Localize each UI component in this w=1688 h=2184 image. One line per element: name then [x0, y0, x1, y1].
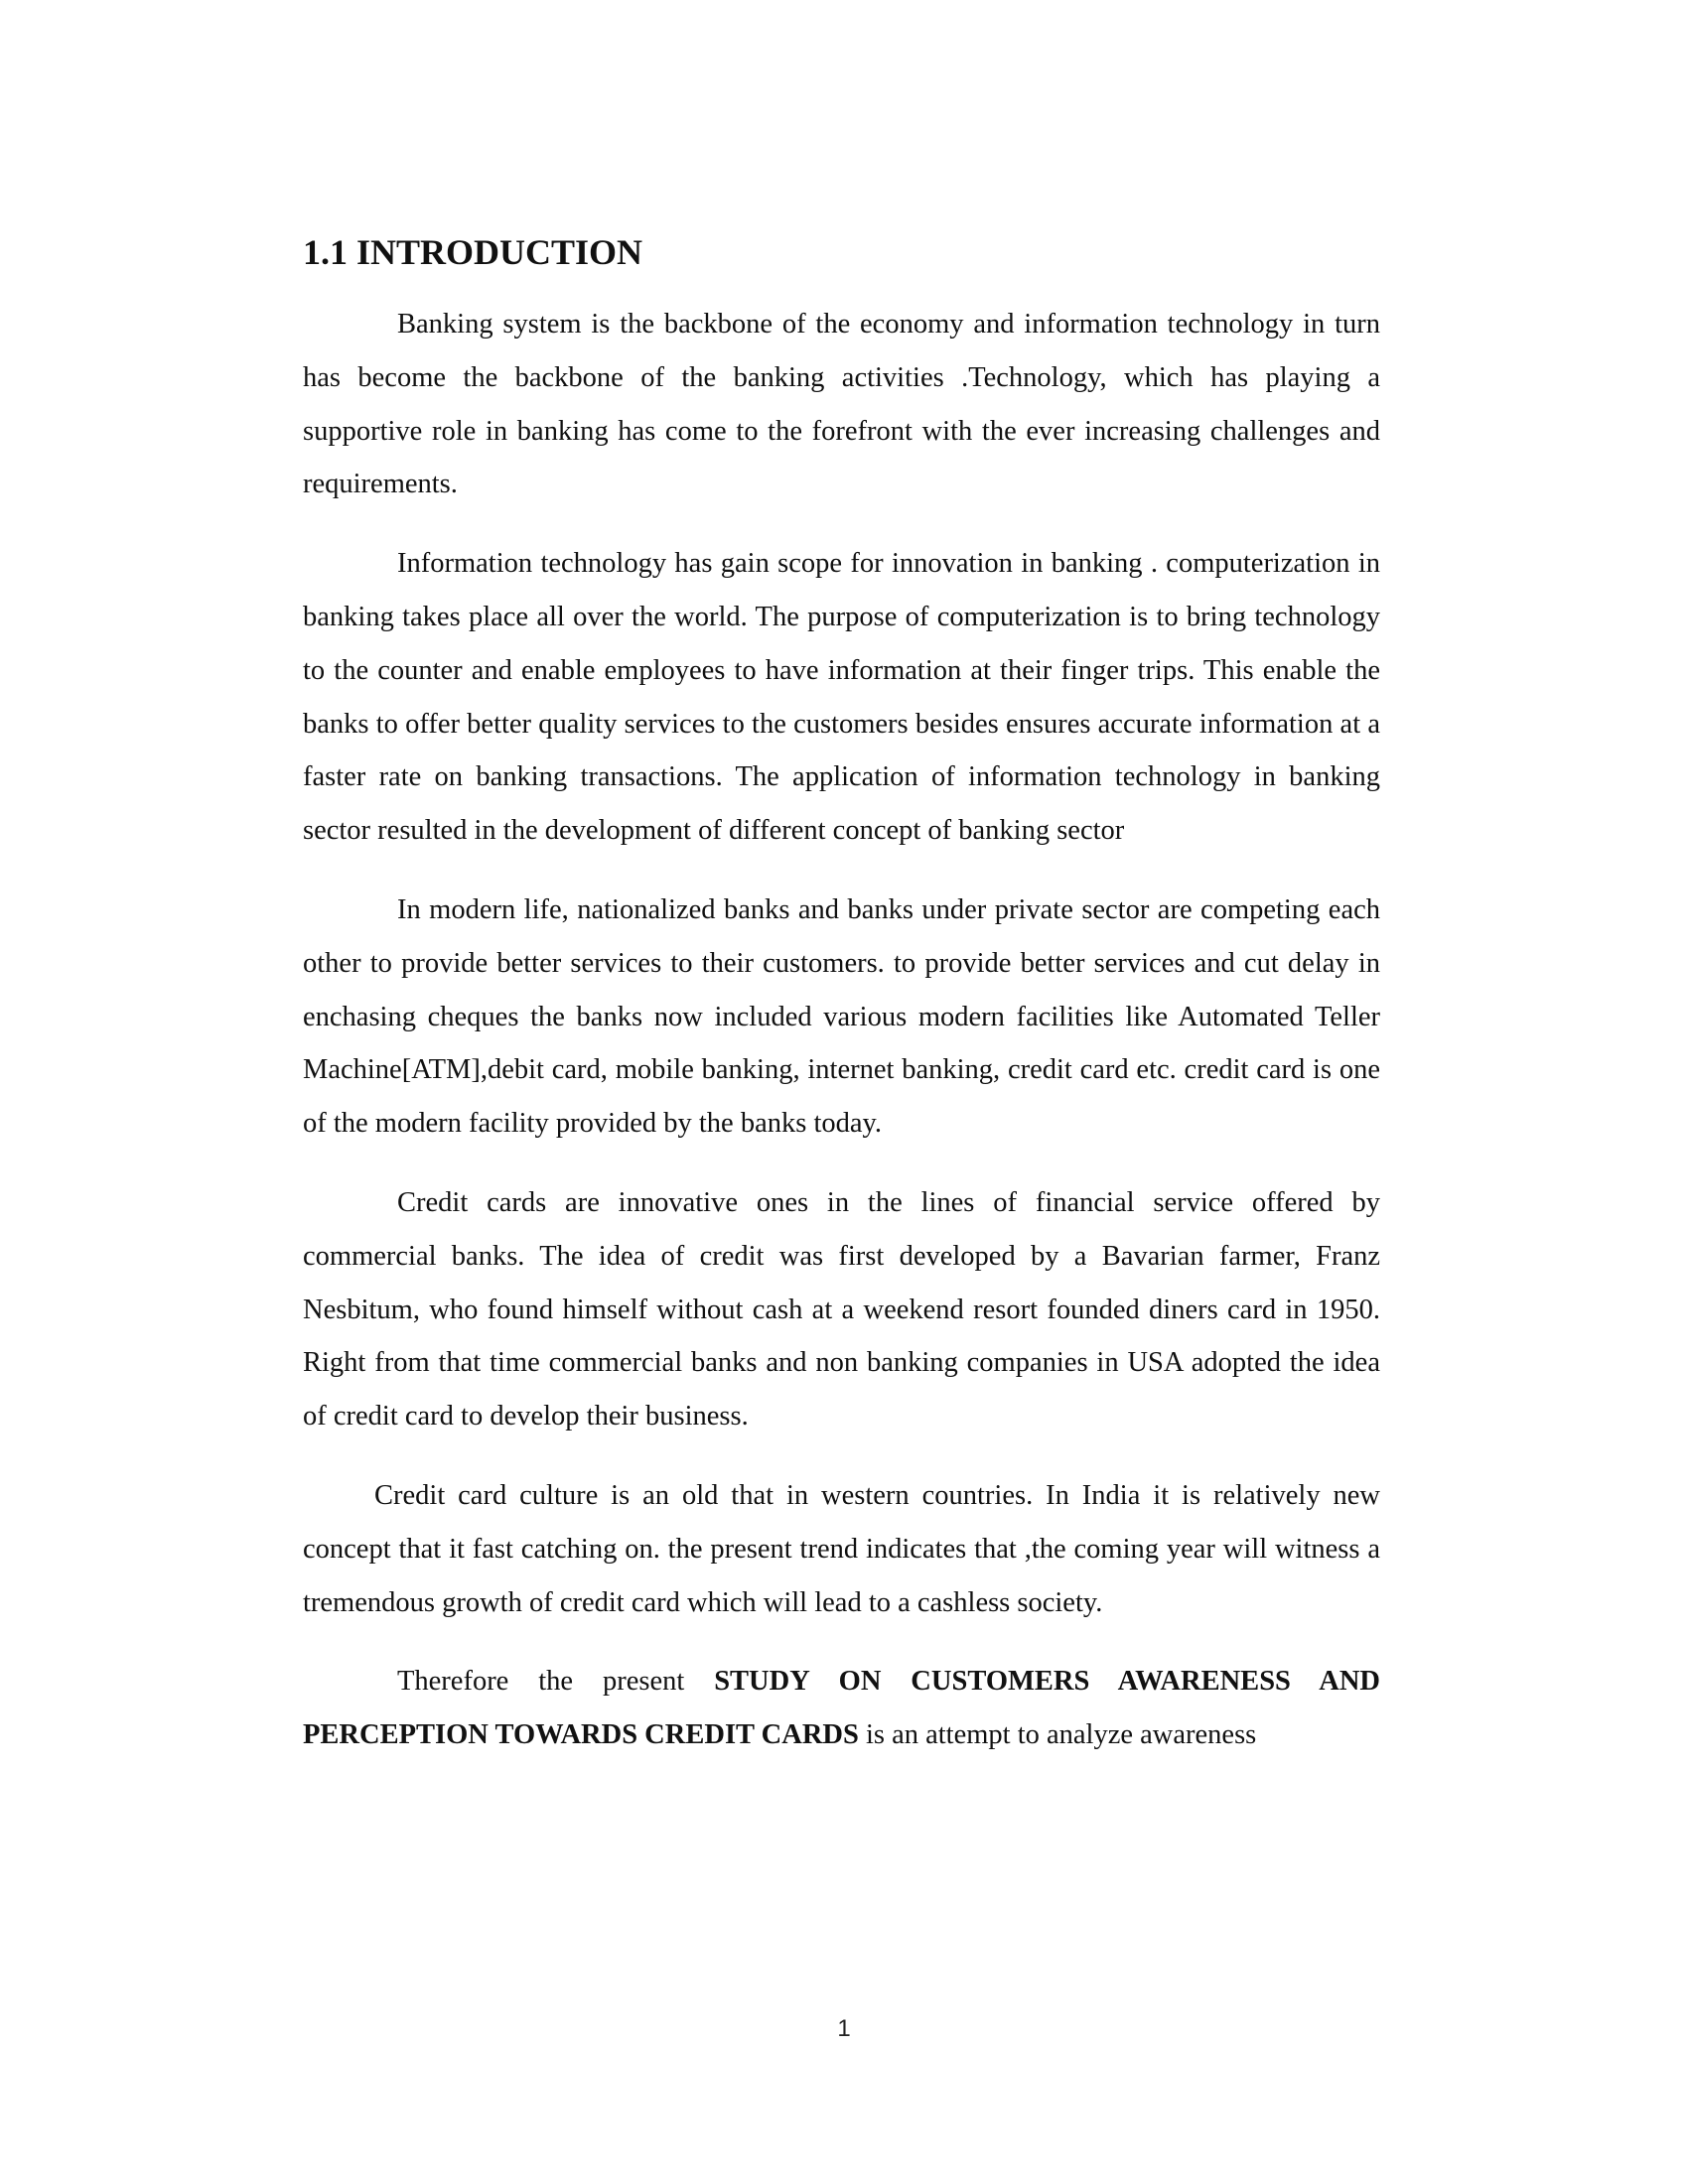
- study-text-before: Therefore the present: [397, 1666, 715, 1698]
- paragraph-credit-cards: Credit cards are innovative ones in the lines of financial service offered by commercial banks. The idea of credit was first developed by a Bavarian farmer, Franz Nesbitum, who found himself without cash at a weekend resort founded diners card in 1950. Right from that time commercial banks and non banking companies in USA adopted the idea of credit card to develop their business.: [303, 1186, 1380, 1433]
- paragraph-study-statement: [303, 1655, 1380, 1762]
- page-number: 1: [837, 2015, 851, 2042]
- paragraph-modern-life: In modern life, nationalized banks and banks under private sector are competing each other to provide better services to their customers. to provide better services and cut delay in enchasing cheques the banks now included various modern facilities like Automated Teller Machine[ATM],debit card, mobile banking, internet banking, credit card etc. credit card is one of the modern facility provided by the banks today.: [303, 893, 1380, 1140]
- study-title-bold: STUDY ON CUSTOMERS AWARENESS AND PERCEPTION TOWARDS CREDIT CARDS: [303, 1666, 1380, 1751]
- paragraph-credit-card-culture: Credit card culture is an old that in western countries. In India it is relatively new concept that it fast catching on. the present trend indicates that ,the coming year will witness a tremendous growth of credit card which will lead to a cashless society.: [303, 1479, 1380, 1618]
- paragraph-banking-system: Banking system is the backbone of the economy and information technology in turn has become the backbone of the banking activities .Technology, which has playing a supportive role in banking has come to the forefront with the ever increasing challenges and requirements.: [303, 309, 1380, 500]
- study-text-after: is an attempt to analyze awareness: [858, 1719, 1257, 1751]
- section-heading: 1.1 INTRODUCTION: [303, 232, 643, 272]
- page-content: [303, 228, 1380, 1788]
- paragraph-information-technology: Information technology has gain scope for innovation in banking . computerization in banking takes place all over the world. The purpose of computerization is to bring technology to the counter and enable employees to have information at their finger trips. This enable the banks to offer better quality services to the customers besides ensures accurate information at a faster rate on banking transactions. The application of information technology in banking sector resulted in the development of different concept of banking sector: [303, 548, 1380, 847]
